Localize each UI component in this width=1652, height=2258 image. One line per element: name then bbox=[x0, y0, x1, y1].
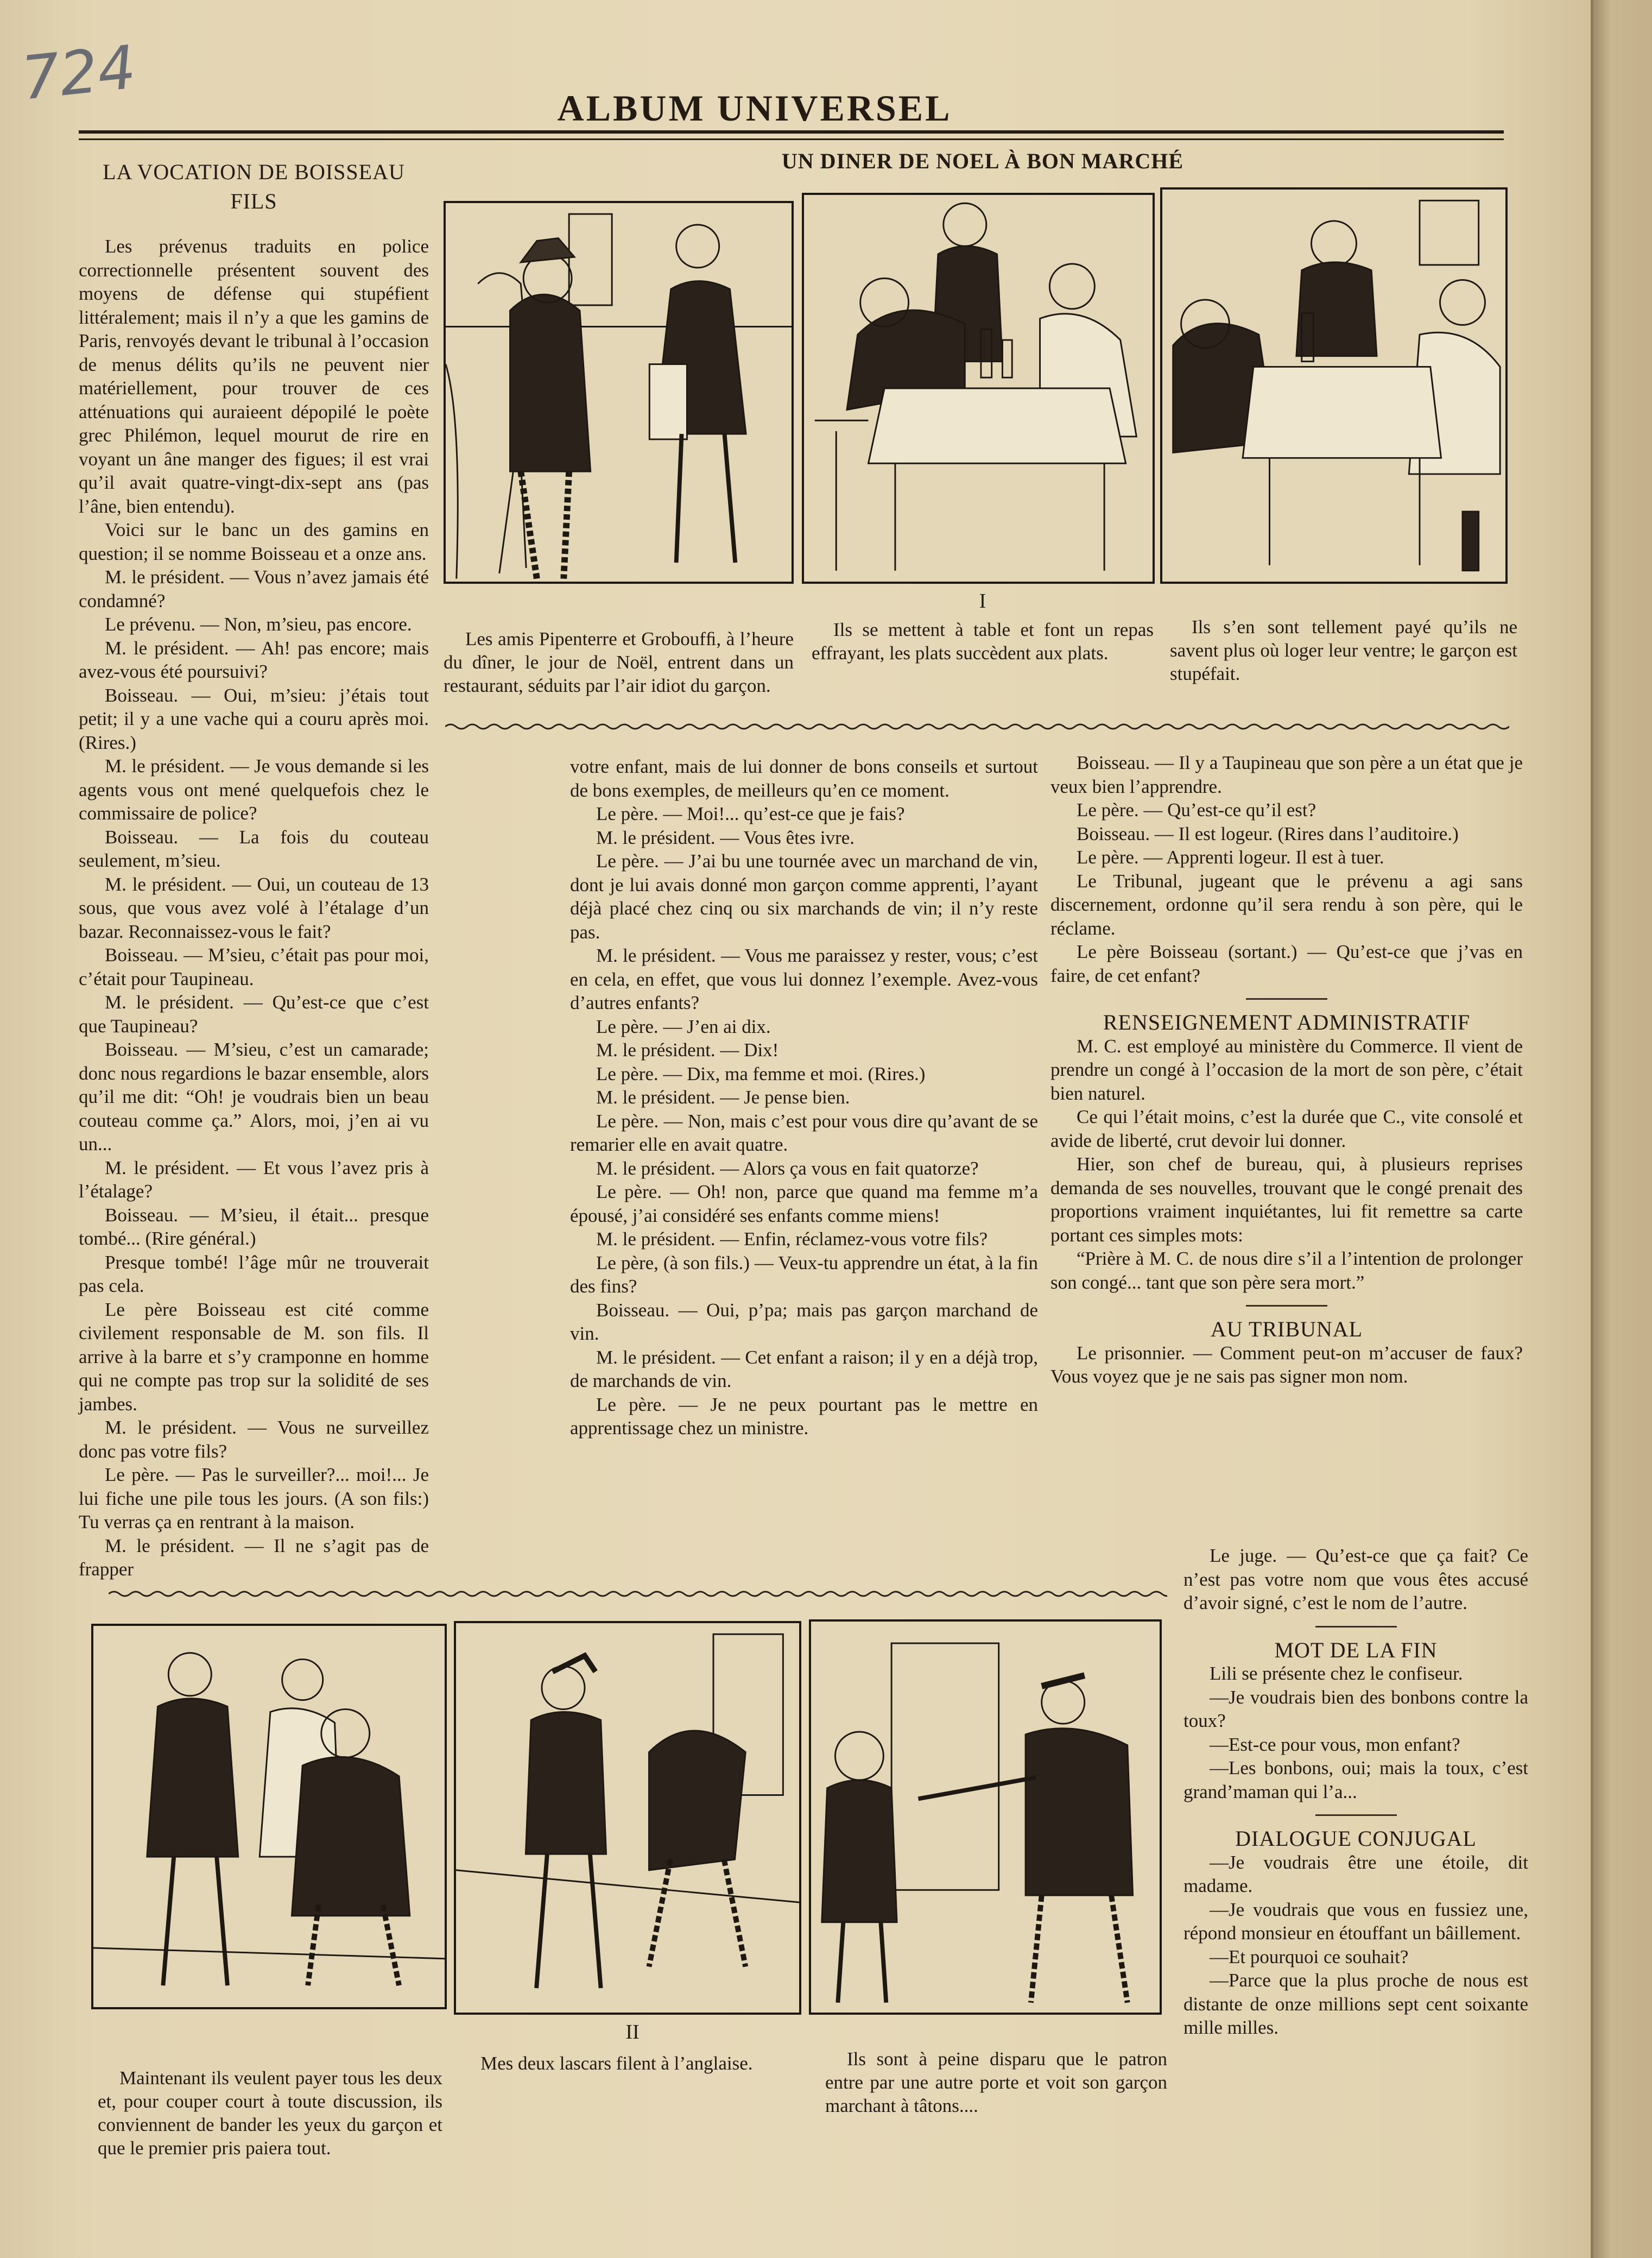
col2-para: Le père. — Oh! non, parce que quand ma femme m’a épousé, j’ai considéré ses enfants comme miens! bbox=[570, 1181, 1038, 1226]
col1-para: M. le président. — Et vous l’avez pris à l’étalage? bbox=[79, 1157, 429, 1202]
dialogue-heading: DIALOGUE CONJUGAL bbox=[1235, 1826, 1477, 1851]
page-edge bbox=[1593, 0, 1652, 2258]
panel-4-illustration bbox=[93, 1626, 445, 2007]
comic-panel-5 bbox=[454, 1621, 801, 2015]
article-column-1 bbox=[79, 235, 429, 1581]
col2-para: M. le président. — Vous êtes ivre. bbox=[596, 827, 855, 848]
renseignement-heading: RENSEIGNEMENT ADMINISTRATIF bbox=[1103, 1010, 1471, 1035]
strip-two-caption-2: Mes deux lascars filent à l’anglaise. bbox=[480, 2053, 753, 2074]
section-divider bbox=[1315, 1626, 1397, 1628]
section-divider bbox=[1246, 1305, 1327, 1307]
col2-para: Le père. — J’ai bu une tournée avec un marchand de vin, dont je lui avais donné mon garçon comme apprenti, l’ayant déjà placé chez cinq ou six marchands de vin; il n’y reste pas. bbox=[570, 850, 1038, 943]
col1-para: M. le président. — Oui, un couteau de 13 sous, que vous avez volé à l’étalage d’un bazar. Reconnaissez-vous le fait? bbox=[79, 873, 429, 942]
col1-para: M. le président. — Il ne s’agit pas de frapper bbox=[79, 1535, 429, 1580]
mot-para: —Est-ce pour vous, mon enfant? bbox=[1210, 1733, 1460, 1755]
renseignement-para: “Prière à M. C. de nous dire s’il a l’intention de prolonger son congé... tant que son père sera mort.” bbox=[1050, 1248, 1523, 1293]
strip-one-caption-1: Les amis Pipenterre et Groboufﬁ, à l’heure du dîner, le jour de Noël, entrent dans un restaurant, séduits par l’air idiot du garçon. bbox=[444, 628, 794, 696]
tribunal-para: Le prisonnier. — Comment peut-on m’accuser de faux? Vous voyez que je ne sais pas signer mon nom. bbox=[1050, 1342, 1523, 1387]
col1-para: Le père. — Pas le surveiller?... moi!... Je lui fiche une pile tous les jours. (A son fils:) Tu verras ça en rentrant à la maison. bbox=[79, 1464, 429, 1532]
dialogue-para: —Et pourquoi ce souhait? bbox=[1210, 1946, 1409, 1967]
col2-para: M. le président. — Je pense bien. bbox=[596, 1087, 850, 1108]
comic-panel-4 bbox=[91, 1624, 447, 2009]
col1-para: Voici sur le banc un des gamins en question; il se nomme Boisseau et a onze ans. bbox=[79, 519, 429, 564]
panel-3-illustration bbox=[1162, 190, 1505, 582]
col3-para: Le père Boisseau (sortant.) — Qu’est-ce que j’vas en faire, de cet enfant? bbox=[1050, 941, 1523, 986]
col2-para: M. le président. — Alors ça vous en fait quatorze? bbox=[596, 1157, 979, 1179]
col2-para: Le père. — Non, mais c’est pour vous dire qu’avant de se remarier elle en avait quatre. bbox=[570, 1110, 1038, 1155]
col3-para: Boisseau. — Il y a Taupineau que son père a un état que je veux bien l’apprendre. bbox=[1050, 752, 1523, 797]
col1-para: M. le président. — Qu’est-ce que c’est que Taupineau? bbox=[79, 992, 429, 1037]
wavy-separator-top bbox=[445, 721, 1509, 732]
col1-para: Boisseau. — La fois du couteau seulement, m’sieu. bbox=[79, 826, 429, 871]
comic-panel-6 bbox=[809, 1619, 1162, 2015]
col2-para: Le père. — J’en ai dix. bbox=[596, 1016, 771, 1037]
col2-para: M. le président. — Dix! bbox=[596, 1039, 779, 1061]
col1-para: Les prévenus traduits en police correctionnelle présentent souvent des moyens de défense qui stupéfient littéralement; mais il n’y a que les gamins de Paris, renvoyés devant le tribunal à l’occasion de menus délits qu’ils ne peuvent nier matériellement, pour trouver de ces atténuations qui auraieent dépopilé le poète grec Philémon, lequel mourut de rire en voyant un âne manger des figues; il est vrai qu’il avait quatre-vingt-dix-sept ans (pas l’âne, bien entendu). bbox=[79, 236, 429, 517]
col3-para: Le père. — Apprenti logeur. Il est à tuer. bbox=[1077, 847, 1384, 868]
col2-para: M. le président. — Cet enfant a raison; il y en a déjà trop, de marchands de vin. bbox=[570, 1346, 1038, 1391]
col2-para: Le père. — Je ne peux pourtant pas le mettre en apprentissage chez un ministre. bbox=[570, 1393, 1038, 1439]
article-column-3 bbox=[1050, 751, 1523, 1389]
article-title bbox=[79, 157, 429, 216]
panel-5-illustration bbox=[456, 1623, 799, 2013]
tribunal-column-continued bbox=[1183, 1544, 1528, 2040]
renseignement-para: M. C. est employé au ministère du Commerce. Il vient de prendre un congé à l’occasion de la mort de son père, c’était bien naturel. bbox=[1050, 1035, 1523, 1104]
comic-panel-1 bbox=[444, 201, 794, 584]
renseignement-para: Ce qui l’était moins, c’est la durée que C., vite consolé et avide de liberté, crut devoir lui donner. bbox=[1050, 1106, 1523, 1151]
masthead-rule bbox=[79, 130, 1504, 134]
comic-panel-2 bbox=[802, 193, 1155, 584]
article-title-line1: LA VOCATION DE BOISSEAU bbox=[103, 160, 405, 184]
col2-para: Boisseau. — Oui, p’pa; mais pas garçon marchand de vin. bbox=[570, 1299, 1038, 1344]
col3-para: Boisseau. — Il est logeur. (Rires dans l’auditoire.) bbox=[1077, 823, 1459, 844]
col1-para: Boisseau. — M’sieu, c’est un camarade; donc nous regardions le bazar ensemble, alors qu’il me dit: “Oh! je voudrais bien un beau couteau comme ça.” Alors, moi, j’en ai vu un... bbox=[79, 1039, 429, 1155]
col1-para: M. le président. — Ah! pas encore; mais avez-vous été poursuivi? bbox=[79, 637, 429, 682]
col2-para: Le père, (à son fils.) — Veux-tu apprendre un état, à la fin des fins? bbox=[570, 1252, 1038, 1297]
section-divider bbox=[1315, 1814, 1397, 1816]
mot-para: —Je voudrais bien des bonbons contre la toux? bbox=[1183, 1686, 1528, 1731]
col3-para: Le père. — Qu’est-ce qu’il est? bbox=[1077, 799, 1316, 821]
renseignement-para: Hier, son chef de bureau, qui, à plusieurs reprises demanda de ses nouvelles, trouvant que le congé prenait des proportions vraiment inquiétantes, lui fit remettre sa carte portant ces simples mots: bbox=[1050, 1153, 1523, 1246]
col2-para: M. le président. — Vous me paraissez y rester, vous; c’est en cela, en effet, que vous lui donnez l’exemple. Avez-vous d’autres enfants? bbox=[570, 945, 1038, 1013]
strip-two-numeral: II bbox=[625, 2021, 640, 2043]
wavy-separator-bottom bbox=[109, 1588, 1167, 1599]
strip-two-caption-1: Maintenant ils veulent payer tous les deux et, pour couper court à toute discussion, ils conviennent de bander les yeux du garçon et que le premier pris paiera tout. bbox=[98, 2067, 442, 2159]
strip-two-caption-3: Ils sont à peine disparu que le patron entre par une autre porte et voit son garçon marchant à tâtons.... bbox=[825, 2048, 1167, 2116]
strip-one-caption-3: Ils s’en sont tellement payé qu’ils ne savent plus où loger leur ventre; le garçon est stupéfait. bbox=[1170, 616, 1517, 684]
mot-para: —Les bonbons, oui; mais la toux, c’est grand’maman qui l’a... bbox=[1183, 1757, 1528, 1802]
strip-one-caption-2: Ils se mettent à table et font un repas effrayant, les plats succèdent aux plats. bbox=[812, 619, 1154, 664]
panel-1-illustration bbox=[446, 203, 792, 582]
comic-panel-3 bbox=[1160, 187, 1508, 584]
mot-heading: MOT DE LA FIN bbox=[1274, 1637, 1438, 1662]
col1-para: Boisseau. — M’sieu, il était... presque tombé... (Rire général.) bbox=[79, 1204, 429, 1249]
col2-para: votre enfant, mais de lui donner de bons conseils et surtout de bons exemples, de meilleurs qu’en ce moment. bbox=[570, 756, 1038, 801]
masthead: ALBUM UNIVERSEL bbox=[557, 87, 952, 129]
panel-6-illustration bbox=[811, 1622, 1160, 2013]
comic-title: UN DINER DE NOEL À BON MARCHÉ bbox=[781, 149, 1184, 173]
col1-para: Boisseau. — Oui, m’sieu: j’étais tout petit; il y a une vache qui a couru après moi. (Rires.) bbox=[79, 684, 429, 753]
col1-para: Boisseau. — M’sieu, c’était pas pour moi, c’était pour Taupineau. bbox=[79, 944, 429, 989]
article-title-line2: FILS bbox=[230, 189, 277, 213]
col1-para: Le père Boisseau est cité comme civilement responsable de M. son fils. Il arrive à la barre et s’y cramponne en homme qui ne compte pas trop sur la solidité de ses jambes. bbox=[79, 1298, 429, 1415]
dialogue-para: —Parce que la plus proche de nous est distante de onze millions sept cent soixante mille milles. bbox=[1183, 1970, 1528, 2038]
dialogue-para: —Je voudrais que vous en fussiez une, répond monsieur en étouffant un bâillement. bbox=[1183, 1899, 1528, 1944]
masthead-rule-thin bbox=[79, 138, 1504, 140]
tribunal-heading: AU TRIBUNAL bbox=[1210, 1317, 1363, 1341]
col3-para: Le Tribunal, jugeant que le prévenu a agi sans discernement, ordonne qu’il sera rendu à son père, qui le réclame. bbox=[1050, 870, 1523, 939]
col1-para: M. le président. — Je vous demande si les agents vous ont mené quelquefois chez le commissaire de police? bbox=[79, 755, 429, 824]
dialogue-para: —Je voudrais être une étoile, dit madame. bbox=[1183, 1851, 1528, 1896]
section-divider bbox=[1246, 998, 1327, 1000]
panel-2-illustration bbox=[804, 195, 1153, 582]
col2-para: M. le président. — Enfin, réclamez-vous votre fils? bbox=[596, 1228, 988, 1250]
handwritten-page-number: 724 bbox=[18, 32, 140, 113]
tribunal-para: Le juge. — Qu’est-ce que ça fait? Ce n’est pas votre nom que vous êtes accusé d’avoir signé, c’est le nom de l’autre. bbox=[1183, 1545, 1528, 1613]
col2-para: Le père. — Dix, ma femme et moi. (Rires.) bbox=[596, 1063, 926, 1084]
strip-one-numeral: I bbox=[979, 590, 986, 613]
col1-para: M. le président. — Vous n’avez jamais été condamné? bbox=[79, 566, 429, 611]
col1-para: M. le président. — Vous ne surveillez donc pas votre fils? bbox=[79, 1417, 429, 1462]
col2-para: Le père. — Moi!... qu’est-ce que je fais? bbox=[596, 803, 905, 824]
col1-para: Le prévenu. — Non, m’sieu, pas encore. bbox=[105, 614, 412, 635]
mot-para: Lili se présente chez le confiseur. bbox=[1210, 1663, 1463, 1684]
article-column-2 bbox=[570, 755, 1038, 1440]
col1-para: Presque tombé! l’âge mûr ne trouverait pas cela. bbox=[79, 1251, 429, 1296]
